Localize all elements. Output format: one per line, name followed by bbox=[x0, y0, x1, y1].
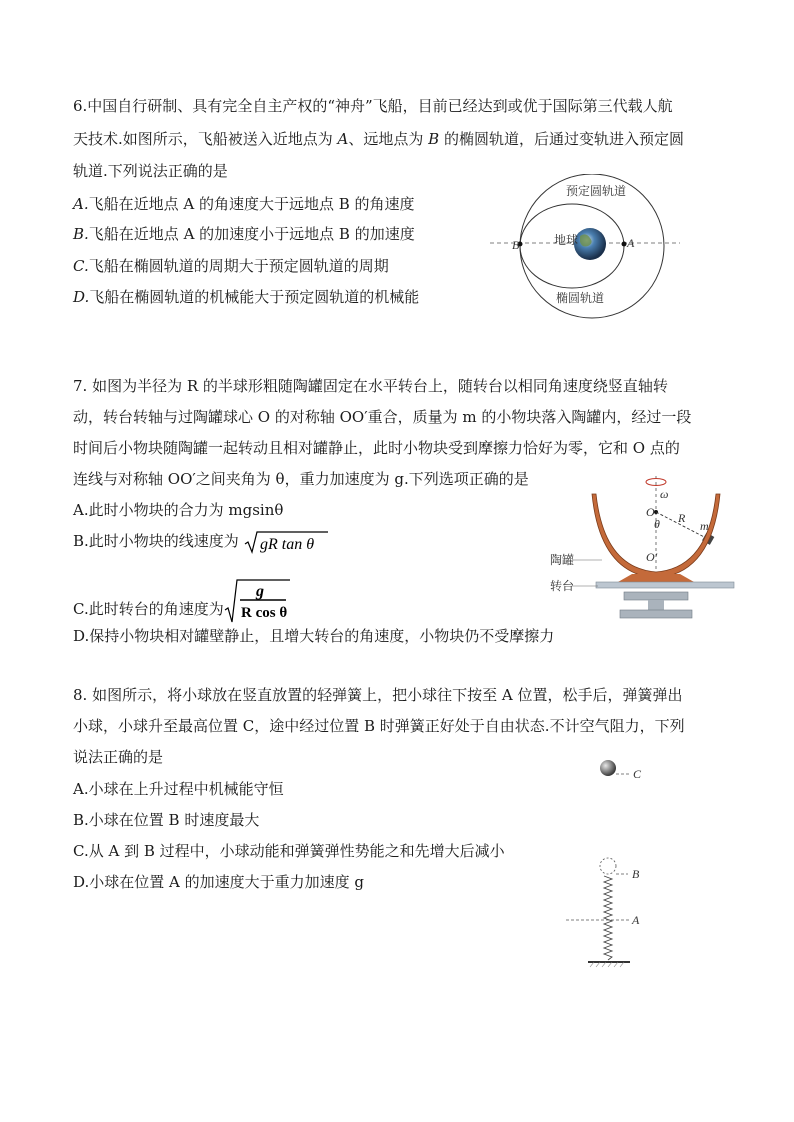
q7-stem-line-3: 时间后小物块随陶罐一起转动且相对罐静止，此时小物块受到摩擦力恰好为零，它和 O 点的 bbox=[73, 439, 680, 457]
orbit-figure bbox=[490, 174, 680, 326]
circle-orbit-label: 预定圆轨道 bbox=[566, 184, 627, 198]
turntable bbox=[596, 582, 734, 588]
q6-option-b: B.飞船在近地点 A 的加速度小于远地点 B 的加速度 bbox=[73, 225, 415, 243]
formula-b-text: gR tan θ bbox=[259, 536, 314, 553]
q8-option-c: C.从 A 到 B 过程中，小球动能和弹簧弹性势能之和先增大后减小 bbox=[73, 842, 505, 860]
q7-stem-line-2: 动，转台转轴与过陶罐球心 O 的对称轴 OO′重合，质量为 m 的小物块落入陶罐内，经过一段 bbox=[73, 408, 692, 426]
earth-label: 地球 bbox=[554, 233, 579, 247]
o-label: O bbox=[646, 505, 655, 519]
theta-label: θ bbox=[654, 517, 660, 531]
q8-option-a: A.小球在上升过程中机械能守恒 bbox=[73, 780, 284, 798]
q8-option-b: B.小球在位置 B 时速度最大 bbox=[73, 811, 260, 829]
omega-label: ω bbox=[660, 487, 669, 501]
bowl-figure bbox=[550, 474, 740, 630]
o-prime-label: O′ bbox=[646, 550, 658, 564]
ball-at-c bbox=[600, 760, 616, 776]
point-b-label: B bbox=[512, 238, 520, 252]
r-label: R bbox=[678, 511, 686, 525]
q8-option-d: D.小球在位置 A 的加速度大于重力加速度 g bbox=[73, 873, 365, 891]
c-label: C bbox=[633, 767, 642, 781]
ellipse-orbit-label: 椭圆轨道 bbox=[556, 291, 605, 305]
q6-stem-line-3: 轨道.下列说法正确的是 bbox=[73, 162, 228, 180]
q7-option-c: C.此时转台的角速度为 g R cos θ bbox=[73, 578, 290, 624]
q8-stem-line-3: 说法正确的是 bbox=[73, 748, 164, 766]
q6-option-c: C.飞船在椭圆轨道的周期大于预定圆轨道的周期 bbox=[73, 257, 389, 275]
m-label: m bbox=[700, 519, 709, 533]
q6-option-d: D.飞船在椭圆轨道的机械能大于预定圆轨道的机械能 bbox=[73, 288, 420, 306]
q8-stem-line-2: 小球，小球升至最高位置 C，途中经过位置 B 时弹簧正好处于自由状态.不计空气阻力，下列 bbox=[73, 717, 685, 735]
point-a-marker bbox=[622, 242, 627, 247]
q7-option-a: A.此时小物块的合力为 mgsinθ bbox=[73, 501, 284, 519]
q7-stem-line-1: 7. 如图为半径为 R 的半球形粗随陶罐固定在水平转台上，随转台以相同角速度绕竖直轴转 bbox=[73, 377, 668, 395]
point-a-label: A bbox=[627, 236, 635, 250]
formula-c-num: g bbox=[255, 583, 264, 600]
jar-label: 陶罐 bbox=[550, 553, 575, 567]
q6-stem-line-1: 6.中国自行研制、具有完全自主产权的“神舟”飞船，目前已经达到或优于国际第三代载人航 bbox=[73, 97, 673, 115]
spring bbox=[604, 876, 612, 960]
spring-figure bbox=[560, 756, 660, 972]
sqrt-formula-c bbox=[224, 578, 290, 624]
a-label: A bbox=[632, 913, 640, 927]
b-label: B bbox=[632, 867, 640, 881]
q6-stem-line-2: 天技术.如图所示，飞船被送入近地点为 A、远地点为 B 的椭圆轨道，后通过变轨进入预定圆 bbox=[73, 130, 684, 148]
q7-stem-line-4: 连线与对称轴 OO′之间夹角为 θ，重力加速度为 g.下列选项正确的是 bbox=[73, 470, 529, 488]
q7-option-b: B.此时小物块的线速度为 gR tan θ bbox=[73, 530, 328, 554]
q6-option-a: A.飞船在近地点 A 的角速度大于远地点 B 的角速度 bbox=[73, 195, 415, 213]
q7-option-d: D.保持小物块相对罐壁静止，且增大转台的角速度，小物块仍不受摩擦力 bbox=[73, 627, 555, 645]
formula-c-den: R cos θ bbox=[240, 605, 287, 621]
ball-at-b-outline bbox=[600, 858, 616, 874]
q8-stem-line-1: 8. 如图所示，将小球放在竖直放置的轻弹簧上，把小球往下按至 A 位置，松手后，弹簧弹出 bbox=[73, 686, 683, 704]
sqrt-formula-b bbox=[244, 530, 328, 554]
table-label: 转台 bbox=[550, 579, 575, 593]
